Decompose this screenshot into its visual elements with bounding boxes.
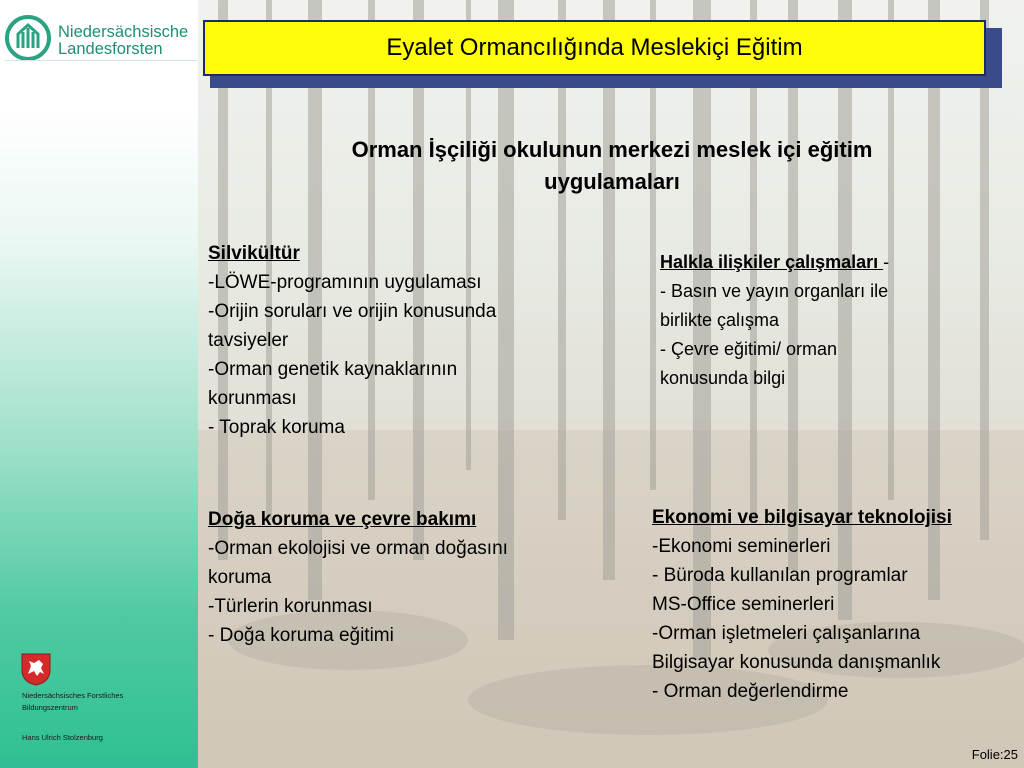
sidebar [0, 0, 198, 768]
block-heading: Silvikültür [208, 243, 300, 264]
block-economy-it [652, 503, 1024, 706]
block-heading: Halkla ilişkiler çalışmaları [660, 252, 884, 272]
block-line: - Çevre eğitimi/ orman [660, 339, 838, 359]
block-line: - Basın ve yayın organları ile [660, 281, 889, 301]
subtitle-line1: Orman İşçiliği okulunun merkezi meslek içi eğitim [351, 137, 873, 162]
block-heading-suffix: - [883, 252, 890, 272]
block-line: - Orman değerlendirme [652, 681, 849, 702]
slide-number: Folie:25 [971, 747, 1018, 762]
block-line: konusunda bilgi [660, 368, 786, 388]
block-nature-protection [208, 505, 628, 650]
block-line: -Türlerin korunması [208, 596, 373, 617]
footer-org-line2: Bildungszentrum [22, 703, 78, 712]
block-heading: Ekonomi ve bilgisayar teknolojisi [652, 507, 952, 528]
footer-organization [22, 690, 192, 714]
block-line: koruma [208, 567, 272, 588]
slide-subtitle [212, 134, 1012, 198]
block-line: -Orijin soruları ve orijin konusunda [208, 301, 497, 322]
logo [4, 14, 198, 64]
logo-divider [4, 60, 198, 61]
block-line: -Orman ekolojisi ve orman doğasını [208, 538, 508, 559]
block-line: -Ekonomi seminerleri [652, 536, 831, 557]
footer-org-line1: Niedersächsisches Forstliches [22, 691, 124, 700]
logo-name-line1: Niedersächsische [58, 23, 189, 41]
logo-name-line2: Landesforsten [58, 40, 163, 58]
block-heading: Doğa koruma ve çevre bakımı [208, 509, 477, 530]
block-line: Bilgisayar konusunda danışmanlık [652, 652, 941, 673]
block-line: birlikte çalışma [660, 310, 780, 330]
slide-title: Eyalet Ormancılığında Meslekiçi Eğitim [386, 34, 803, 61]
block-line: korunması [208, 388, 297, 409]
footer-author: Hans Ulrich Stolzenburg [22, 733, 103, 742]
block-line: -Orman işletmeleri çalışanlarına [652, 623, 921, 644]
block-heading-row [660, 248, 1020, 277]
block-line: tavsiyeler [208, 330, 289, 351]
block-line: MS-Office seminerleri [652, 594, 835, 615]
block-line: - Doğa koruma eğitimi [208, 625, 394, 646]
block-public-relations [660, 248, 1020, 393]
block-line: - Büroda kullanılan programlar [652, 565, 908, 586]
crest-icon [20, 652, 52, 686]
subtitle-line2: uygulamaları [544, 169, 680, 194]
block-line: -Orman genetik kaynaklarının [208, 359, 458, 380]
title-banner [203, 20, 986, 76]
logo-icon [4, 14, 52, 62]
block-silviculture [208, 239, 608, 442]
logo-text [58, 24, 188, 58]
block-line: - Toprak koruma [208, 417, 345, 438]
block-line: -LÖWE-programının uygulaması [208, 272, 482, 293]
